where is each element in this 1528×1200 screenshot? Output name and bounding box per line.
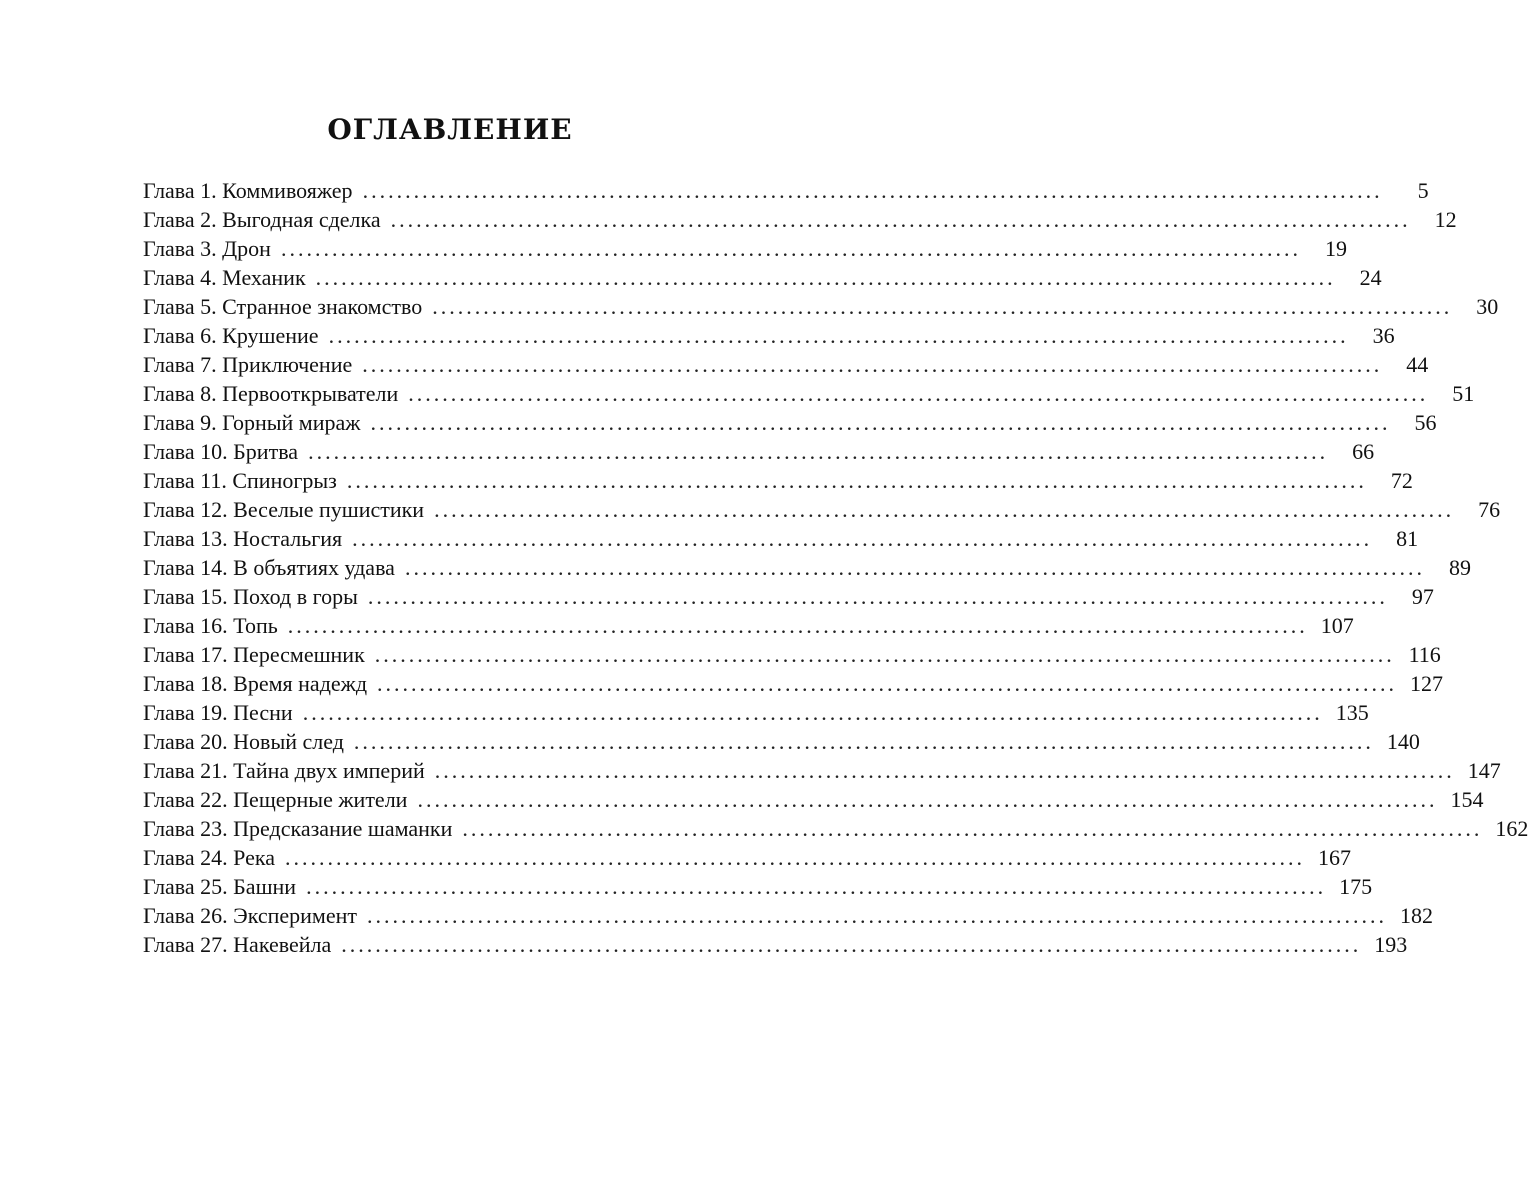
toc-leader-dots: ........................................................................................................................ [353,729,1374,754]
toc-leader-dots: ........................................................................................................................ [287,613,1308,638]
toc-entry-page: 72 [1390,468,1413,493]
toc-entry [143,843,1351,872]
toc-entry-label: Глава 9. Горный мираж [143,410,361,435]
toc-entry [143,814,1528,843]
toc-entry [143,466,1413,495]
toc-entry-label: Глава 7. Приключение [143,352,353,377]
toc-entry-label: Глава 26. Эксперимент [143,903,357,928]
toc-entry [143,698,1369,727]
toc-entry [143,437,1375,466]
toc-entry [143,234,1347,263]
toc-leader-dots: ........................................................................................................................ [367,584,1388,609]
toc-leader-dots: ........................................................................................................................ [434,758,1455,783]
toc-entry-page: 162 [1495,816,1528,841]
toc-entry-label: Глава 21. Тайна двух империй [143,758,425,783]
toc-entry-label: Глава 15. Поход в горы [143,584,358,609]
toc-entry-label: Глава 19. Песни [143,700,293,725]
toc-entry-page: 81 [1396,526,1419,551]
toc-entry-page: 135 [1335,700,1369,725]
toc-leader-dots: ........................................................................................................................ [341,932,1362,957]
toc-entry-page: 5 [1417,178,1429,203]
toc-entry-label: Глава 6. Крушение [143,323,319,348]
toc-entry-page: 140 [1386,729,1420,754]
toc-entry-page: 30 [1476,294,1499,319]
toc-entry-page: 36 [1372,323,1395,348]
toc-leader-dots: ........................................................................................................................ [404,555,1425,580]
toc-leader-dots: ........................................................................................................................ [370,410,1391,435]
toc-entry-page: 66 [1352,439,1375,464]
toc-entry-page: 56 [1414,410,1437,435]
toc-leader-dots: ........................................................................................................................ [408,381,1429,406]
toc-entry-page: 175 [1339,874,1373,899]
toc-leader-dots: ........................................................................................................................ [308,439,1329,464]
toc-entry-label: Глава 27. Накевейла [143,932,332,957]
toc-entry [143,176,1429,205]
toc-entry [143,350,1429,379]
toc-entry-page: 76 [1478,497,1501,522]
toc-leader-dots: ........................................................................................................................ [362,352,1383,377]
toc-entry-label: Глава 17. Пересмешник [143,642,365,667]
toc-entry [143,930,1408,959]
toc-entry-label: Глава 2. Выгодная сделка [143,207,381,232]
toc-entry-label: Глава 11. Спиногрыз [143,468,337,493]
toc-entry [143,669,1444,698]
toc-entry-page: 182 [1399,903,1433,928]
toc-entry [143,756,1501,785]
toc-entry-label: Глава 5. Странное знакомство [143,294,423,319]
toc-leader-dots: ........................................................................................................................ [352,526,1373,551]
toc-entry-page: 89 [1448,555,1471,580]
toc-entry-page: 19 [1324,236,1347,261]
toc-leader-dots: ........................................................................................................................ [362,178,1383,203]
toc-entry [143,901,1433,930]
toc-entry-label: Глава 1. Коммивояжер [143,178,353,203]
toc-entry [143,408,1437,437]
toc-entry-page: 167 [1318,845,1351,870]
toc-entry-page: 127 [1410,671,1444,696]
toc-leader-dots: ........................................................................................................................ [306,874,1327,899]
toc-entry [143,640,1441,669]
toc-entry-label: Глава 13. Ностальгия [143,526,343,551]
toc-leader-dots: ........................................................................................................................ [377,671,1398,696]
toc-leader-dots: ........................................................................................................................ [390,207,1411,232]
toc-entry-label: Глава 10. Бритва [143,439,299,464]
toc-leader-dots: ........................................................................................................................ [346,468,1367,493]
toc-entry-label: Глава 18. Время надежд [143,671,368,696]
page-title: ОГЛАВЛЕНИЕ [327,113,573,146]
toc-leader-dots: ........................................................................................................................ [280,236,1301,261]
toc-entry [143,205,1457,234]
toc-entry [143,785,1484,814]
toc-entry-label: Глава 3. Дрон [143,236,271,261]
toc-entry [143,263,1382,292]
toc-entry-label: Глава 12. Веселые пушистики [143,497,425,522]
toc-entry-label: Глава 24. Река [143,845,275,870]
toc-entry-label: Глава 23. Предсказание шаманки [143,816,453,841]
toc-entry [143,553,1471,582]
toc-entry [143,495,1501,524]
toc-entry [143,727,1420,756]
toc-leader-dots: ........................................................................................................................ [302,700,1323,725]
toc-entry [143,524,1419,553]
toc-entry [143,379,1475,408]
toc-entry-page: 107 [1320,613,1354,638]
toc-entry-label: Глава 14. В объятиях удава [143,555,395,580]
toc-leader-dots: ........................................................................................................................ [285,845,1305,870]
toc-entry-page: 44 [1406,352,1429,377]
toc-entry-label: Глава 22. Пещерные жители [143,787,408,812]
table-of-contents [143,176,1528,959]
toc-entry [143,321,1395,350]
toc-entry-page: 193 [1374,932,1408,957]
toc-entry-label: Глава 8. Первооткрыватели [143,381,399,406]
toc-entry [143,611,1354,640]
toc-entry-page: 97 [1411,584,1434,609]
toc-entry [143,292,1499,321]
toc-entry-label: Глава 25. Башни [143,874,297,899]
toc-leader-dots: ........................................................................................................................ [328,323,1349,348]
toc-entry-label: Глава 4. Механик [143,265,306,290]
toc-leader-dots: ........................................................................................................................ [315,265,1336,290]
toc-leader-dots: ........................................................................................................................ [432,294,1453,319]
toc-entry-page: 51 [1452,381,1475,406]
toc-entry-page: 154 [1450,787,1484,812]
toc-leader-dots: ........................................................................................................................ [366,903,1387,928]
toc-leader-dots: ........................................................................................................................ [434,497,1455,522]
toc-leader-dots: ........................................................................................................................ [417,787,1438,812]
toc-leader-dots: ........................................................................................................................ [462,816,1483,841]
toc-entry-page: 12 [1434,207,1457,232]
toc-entry-page: 24 [1359,265,1382,290]
toc-entry [143,872,1373,901]
toc-entry [143,582,1434,611]
toc-entry-label: Глава 20. Новый след [143,729,344,754]
toc-leader-dots: ........................................................................................................................ [374,642,1395,667]
toc-entry-label: Глава 16. Топь [143,613,278,638]
toc-entry-page: 116 [1408,642,1441,667]
toc-entry-page: 147 [1467,758,1501,783]
